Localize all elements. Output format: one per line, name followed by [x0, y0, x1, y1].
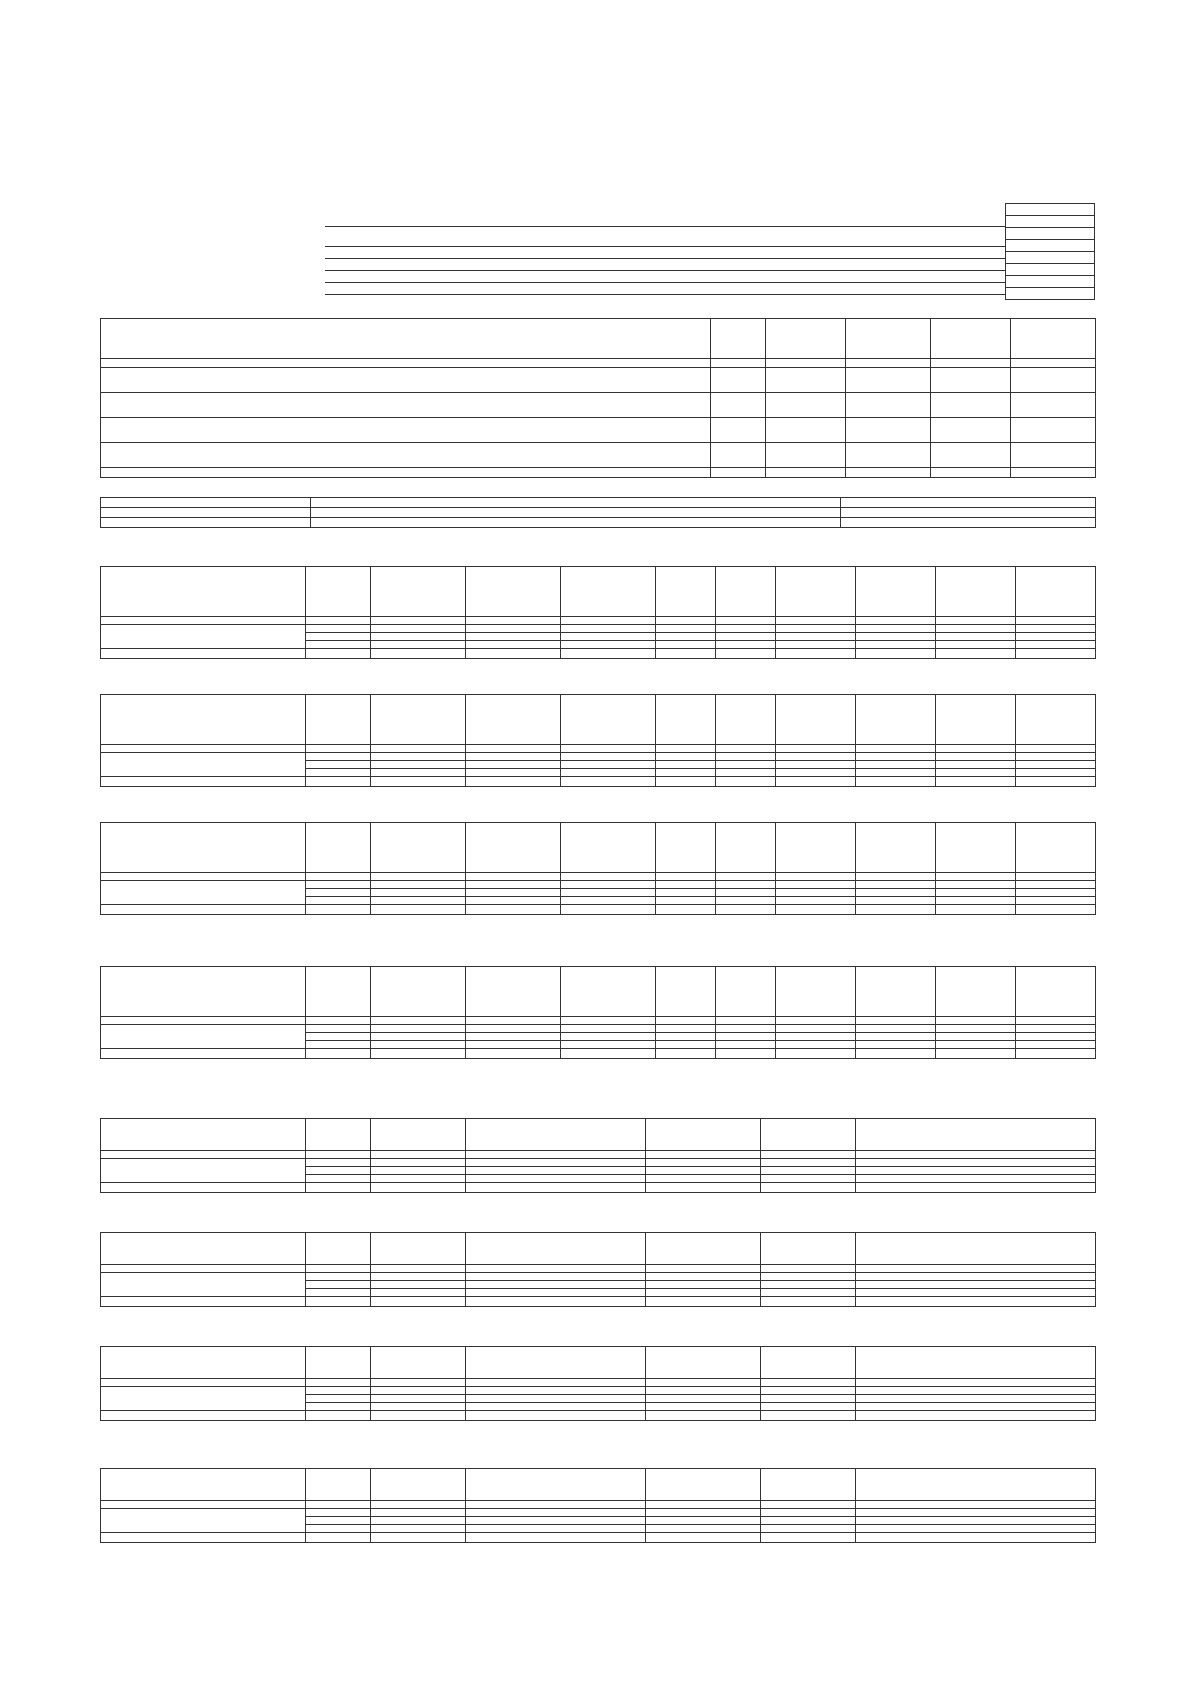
codes-box	[1005, 203, 1095, 300]
reference-table	[100, 497, 1096, 528]
info-line	[325, 294, 1005, 295]
table-2-1	[100, 566, 1096, 659]
table-3-3	[100, 1346, 1096, 1421]
table-3-1	[100, 1118, 1096, 1193]
summary-table	[100, 318, 1096, 478]
table-2-2	[100, 694, 1096, 787]
table-3-2	[100, 1232, 1096, 1307]
info-line	[325, 282, 1005, 283]
table-2-4	[100, 966, 1096, 1059]
table-3-4	[100, 1468, 1096, 1543]
info-line	[325, 270, 1005, 271]
info-line	[325, 226, 1005, 227]
info-line	[325, 246, 1005, 247]
info-line	[325, 258, 1005, 259]
table-2-3	[100, 822, 1096, 915]
codes-header	[1006, 204, 1094, 216]
